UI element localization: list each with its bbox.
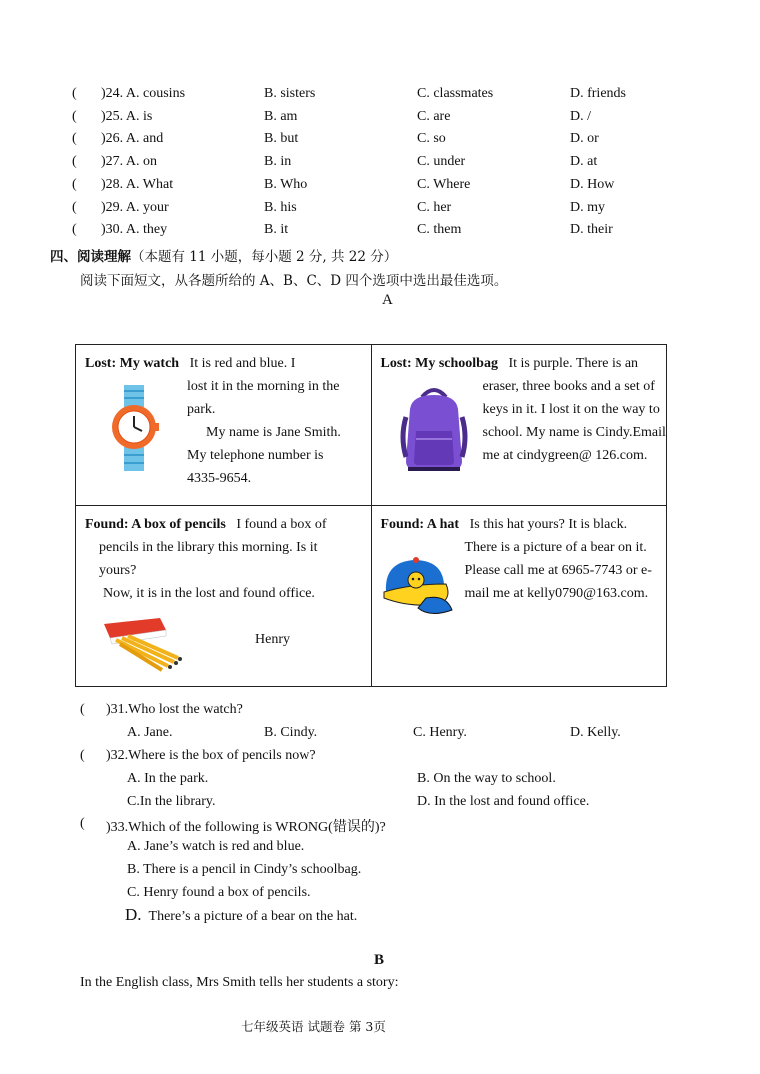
- choice-row-27: [72, 154, 712, 174]
- schoolbag-icon: [398, 387, 470, 471]
- choice-row-25: [72, 109, 712, 129]
- choice-26-option-a-text: A. and: [125, 131, 164, 146]
- choice-24-number: 24: [105, 86, 120, 101]
- watch-title: Lost: My watch: [85, 356, 180, 371]
- notice-found-pencils: [76, 506, 372, 687]
- choice-row-26: [72, 131, 712, 151]
- q32-stem: )32.Where is the box of pencils now?: [106, 748, 316, 763]
- choice-30-option-d: D. their: [570, 222, 613, 237]
- hat-title: Found: A hat: [380, 517, 460, 533]
- choice-29-option-d: D. my: [570, 200, 605, 215]
- choice-24-option-d: D. friends: [570, 86, 626, 101]
- schoolbag-title: Lost: My schoolbag: [380, 356, 498, 371]
- choice-25-option-a: )25. A. is: [101, 109, 153, 124]
- q31-paren: (: [80, 702, 85, 717]
- section-instruction: 阅读下面短文，从各题所给的 A、B、C、D 四个选项中选出最佳选项。: [80, 273, 508, 289]
- watch-first-line: [85, 352, 360, 375]
- choice-28-paren: (: [72, 177, 77, 192]
- q33-option-d-text: There’s a picture of a bear on the hat.: [148, 909, 358, 924]
- notice-lost-schoolbag: [371, 345, 667, 506]
- pencils-sign: Henry: [255, 632, 290, 648]
- q33-option-d: [125, 905, 357, 925]
- choice-28-option-b: B. Who: [264, 177, 308, 192]
- choice-28-number: 28: [105, 177, 120, 192]
- choice-24-option-c: C. classmates: [417, 86, 494, 101]
- part-b-label: B: [374, 952, 385, 968]
- notice-board: [75, 344, 667, 687]
- q32-option-d: D. In the lost and found office.: [417, 794, 590, 809]
- choice-27-option-b: B. in: [264, 154, 292, 169]
- pencils-title: Found: A box of pencils: [85, 517, 226, 533]
- choice-row-29: [72, 200, 712, 220]
- section-note: （本题有 11 小题，每小题 2 分, 共 22 分）: [131, 249, 398, 265]
- pencils-lead: I found a box of: [236, 517, 327, 533]
- q33-option-a: A. Jane’s watch is red and blue.: [127, 839, 305, 854]
- pencils-body2: Now, it is in the lost and found office.: [103, 586, 315, 602]
- notice-lost-watch: [76, 345, 372, 506]
- choice-25-option-d: D. /: [570, 109, 591, 124]
- q32-option-a: A. In the park.: [127, 771, 209, 786]
- choice-28-option-a: )28. A. What: [101, 177, 174, 192]
- pencils-first-line: [85, 513, 365, 536]
- notice-found-hat: [371, 506, 667, 687]
- choice-27-option-c: C. under: [417, 154, 466, 169]
- choice-30-number: 30: [105, 222, 120, 237]
- q32-option-b: B. On the way to school.: [417, 771, 556, 786]
- choice-25-number: 25: [105, 109, 120, 124]
- pencil-box-icon: [102, 616, 182, 672]
- hat-icon: [380, 554, 454, 620]
- choice-29-option-b: B. his: [264, 200, 297, 215]
- choice-26-number: 26: [105, 131, 120, 146]
- choice-30-paren: (: [72, 222, 77, 237]
- choice-30-option-a-text: A. they: [125, 222, 168, 237]
- choice-24-option-a: )24. A. cousins: [101, 86, 186, 101]
- schoolbag-lead: It is purple. There is an: [508, 356, 639, 371]
- q33-option-c: C. Henry found a box of pencils.: [127, 885, 311, 900]
- choice-29-option-c: C. her: [417, 200, 452, 215]
- choice-28-option-d: D. How: [570, 177, 615, 192]
- choice-24-paren: (: [72, 86, 77, 101]
- q32-option-c: C.In the library.: [127, 794, 216, 809]
- choice-25-option-a-text: A. is: [125, 109, 153, 124]
- choice-26-option-c: C. so: [417, 131, 446, 146]
- q33-stem: )33.Which of the following is WRONG(错误的)?: [106, 820, 386, 835]
- schoolbag-first-line: [381, 352, 671, 375]
- choice-row-28: [72, 177, 712, 197]
- q31-stem: )31.Who lost the watch?: [106, 702, 243, 717]
- q33-option-d-letter: D.: [125, 905, 142, 924]
- choice-30-option-a: )30. A. they: [101, 222, 168, 237]
- choice-29-option-a: )29. A. your: [101, 200, 169, 215]
- watch-lead: It is red and blue. I: [189, 356, 296, 371]
- choice-24-option-b: B. sisters: [264, 86, 316, 101]
- choice-28-option-c: C. Where: [417, 177, 471, 192]
- watch-body2: My name is Jane Smith. My telephone number is 4335-9654.: [187, 425, 341, 486]
- choice-29-option-a-text: A. your: [125, 200, 169, 215]
- choice-27-number: 27: [105, 154, 120, 169]
- q32-paren: (: [80, 748, 85, 763]
- q33-paren: (: [80, 816, 85, 831]
- watch-icon: [110, 385, 160, 471]
- section-heading: [50, 245, 397, 266]
- page-footer: 七年级英语 试题卷 第 3页: [241, 1019, 386, 1034]
- choice-26-paren: (: [72, 131, 77, 146]
- choice-row-30: [72, 222, 712, 242]
- choice-29-paren: (: [72, 200, 77, 215]
- choice-27-option-a-text: A. on: [125, 154, 158, 169]
- choice-24-option-a-text: A. cousins: [125, 86, 186, 101]
- choice-27-paren: (: [72, 154, 77, 169]
- q31-option-a: A. Jane.: [127, 725, 173, 740]
- q33-option-b: B. There is a pencil in Cindy’s schoolbag.: [127, 862, 362, 877]
- choice-25-paren: (: [72, 109, 77, 124]
- choice-28-option-a-text: A. What: [125, 177, 174, 192]
- hat-lead: Is this hat yours? It is black.: [469, 517, 628, 533]
- choice-26-option-a: )26. A. and: [101, 131, 164, 146]
- choice-25-option-c: C. are: [417, 109, 451, 124]
- hat-body: There is a picture of a bear on it. Please call me at 6965-7743 or e-mail me at kelly0790@163.com.: [464, 540, 652, 602]
- schoolbag-body: eraser, three books and a set of keys in it. I lost it on the way to school. My name is Cindy.Email me at cindygreen@ 126.com.: [482, 379, 666, 463]
- choice-30-option-c: C. them: [417, 222, 462, 237]
- choice-30-option-b: B. it: [264, 222, 289, 237]
- section-title: 四、阅读理解: [50, 249, 131, 265]
- watch-body: lost it in the morning in the park.: [187, 379, 340, 417]
- passage-b-intro: In the English class, Mrs Smith tells her students a story:: [80, 975, 399, 990]
- choice-row-24: [72, 86, 712, 106]
- pencils-body: pencils in the library this morning. Is it yours?: [99, 540, 318, 579]
- choice-26-option-b: B. but: [264, 131, 299, 146]
- q31-option-c: C. Henry.: [413, 725, 467, 740]
- choice-29-number: 29: [105, 200, 120, 215]
- choice-27-option-a: )27. A. on: [101, 154, 158, 169]
- choice-27-option-d: D. at: [570, 154, 598, 169]
- hat-first-line: [381, 513, 676, 536]
- part-a-label: A: [382, 292, 393, 308]
- choice-25-option-b: B. am: [264, 109, 298, 124]
- choice-26-option-d: D. or: [570, 131, 599, 146]
- q31-option-b: B. Cindy.: [264, 725, 318, 740]
- q31-option-d: D. Kelly.: [570, 725, 621, 740]
